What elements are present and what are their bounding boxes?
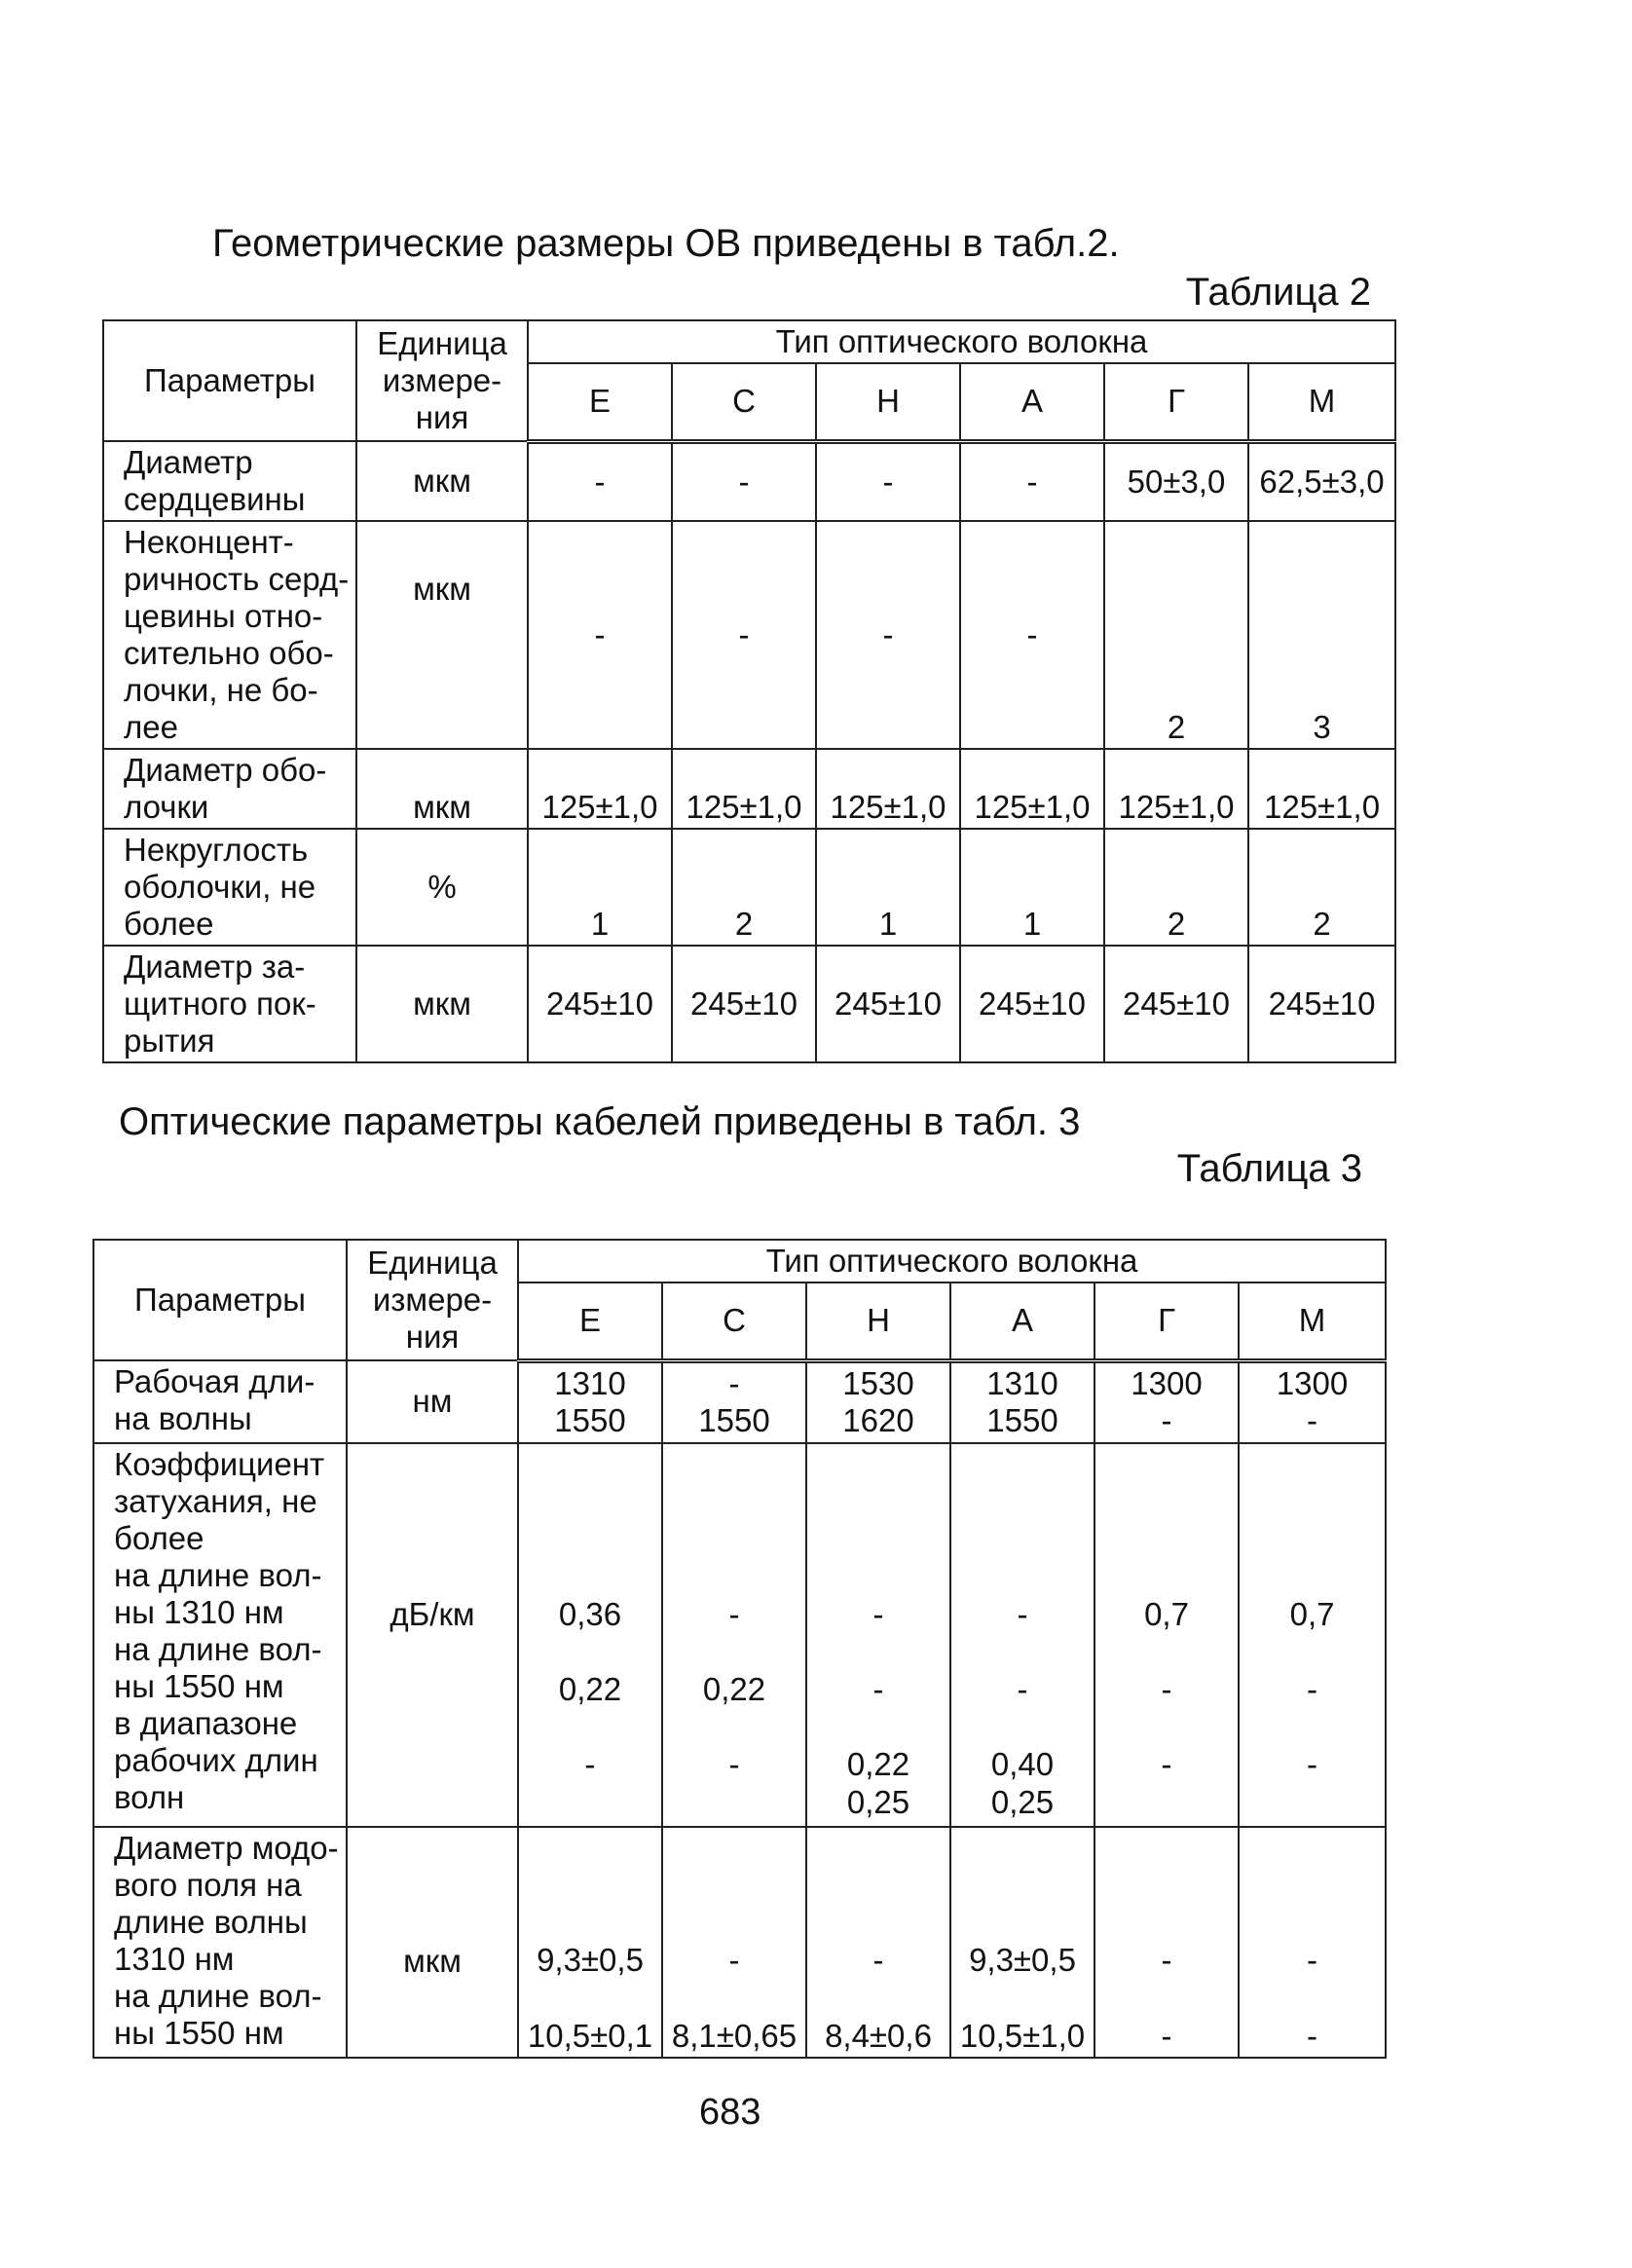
t2-cell: 2 <box>1248 829 1395 946</box>
t2-cell: 245±10 <box>672 946 816 1062</box>
page-number: 683 <box>699 2092 761 2133</box>
table2-label: Таблица 2 <box>1185 271 1371 314</box>
t2-unit: мкм <box>356 749 528 829</box>
t3-header-param: Параметры <box>93 1240 347 1360</box>
t3-cell: - 8,1±0,65 <box>662 1827 806 2059</box>
t2-cell: 125±1,0 <box>1104 749 1248 829</box>
t2-cell: - <box>672 441 816 521</box>
t2-cell: 245±10 <box>528 946 672 1062</box>
t2-type: Н <box>816 363 960 441</box>
t3-type: А <box>950 1283 1094 1360</box>
t3-type: Е <box>518 1283 662 1360</box>
t2-unit: мкм <box>356 441 528 521</box>
t2-cell: 1 <box>528 829 672 946</box>
table2-caption: Геометрические размеры ОВ приведены в табл.2. <box>212 222 1120 265</box>
t2-cell: 245±10 <box>960 946 1104 1062</box>
t2-cell: 2 <box>672 829 816 946</box>
t2-cell: 62,5±3,0 <box>1248 441 1395 521</box>
t3-cell: - 0,22 - <box>662 1443 806 1827</box>
table-3 <box>93 1239 1387 2059</box>
t3-cell: - - 0,22 0,25 <box>806 1443 950 1827</box>
table-2 <box>102 319 1396 1063</box>
t2-cell: - <box>672 521 816 749</box>
t3-param: Рабочая дли- на волны <box>93 1360 347 1443</box>
t2-param: Диаметр обо- лочки <box>103 749 356 829</box>
t3-cell: - 1550 <box>662 1360 806 1443</box>
table-row <box>103 946 1395 1062</box>
table3-label: Таблица 3 <box>1176 1147 1362 1190</box>
t3-cell: 1300 - <box>1239 1360 1386 1443</box>
t3-unit: мкм <box>347 1827 518 2059</box>
t2-unit: % <box>356 829 528 946</box>
t3-unit: дБ/км <box>347 1443 518 1827</box>
t2-cell: 2 <box>1104 829 1248 946</box>
t2-type: Е <box>528 363 672 441</box>
t2-cell: - <box>528 521 672 749</box>
t3-cell: - - <box>1094 1827 1239 2059</box>
t2-cell: - <box>960 441 1104 521</box>
t3-unit: нм <box>347 1360 518 1443</box>
t2-cell: 2 <box>1104 521 1248 749</box>
t3-param: Коэффициент затухания, не более на длине вол- ны 1310 нм на длине вол- ны 1550 нм в диапазоне рабочих длин волн <box>93 1443 347 1827</box>
t3-header-type: Тип оптического волокна <box>518 1240 1386 1283</box>
t2-cell: 125±1,0 <box>672 749 816 829</box>
t2-cell: 3 <box>1248 521 1395 749</box>
table-row <box>103 521 1395 749</box>
t3-cell: - 8,4±0,6 <box>806 1827 950 2059</box>
t2-param: Диаметр сердцевины <box>103 441 356 521</box>
t3-cell: - - <box>1239 1827 1386 2059</box>
t2-cell: 50±3,0 <box>1104 441 1248 521</box>
table3-caption: Оптические параметры кабелей приведены в табл. 3 <box>119 1100 1081 1143</box>
table-row <box>93 1827 1386 2059</box>
t2-type: С <box>672 363 816 441</box>
t3-type: М <box>1239 1283 1386 1360</box>
t2-param: Неконцент- ричность серд- цевины отно- сительно обо- лочки, не бо- лее <box>103 521 356 749</box>
table-row <box>93 1360 1386 1443</box>
table-row <box>103 441 1395 521</box>
t2-cell: - <box>816 441 960 521</box>
t3-cell: 0,7 - - <box>1239 1443 1386 1827</box>
t2-unit: мкм <box>356 946 528 1062</box>
t3-type: Г <box>1094 1283 1239 1360</box>
t3-cell: - - 0,40 0,25 <box>950 1443 1094 1827</box>
t3-cell: 9,3±0,5 10,5±1,0 <box>950 1827 1094 2059</box>
t2-cell: 245±10 <box>1248 946 1395 1062</box>
t3-type: Н <box>806 1283 950 1360</box>
t2-header-unit: Единица измере- ния <box>356 320 528 441</box>
t2-cell: 245±10 <box>816 946 960 1062</box>
t2-cell: 1 <box>960 829 1104 946</box>
t2-type: А <box>960 363 1104 441</box>
t2-param: Диаметр за- щитного пок- рытия <box>103 946 356 1062</box>
t3-cell: 1530 1620 <box>806 1360 950 1443</box>
t2-cell: - <box>528 441 672 521</box>
t2-cell: 245±10 <box>1104 946 1248 1062</box>
t3-cell: 0,36 0,22 - <box>518 1443 662 1827</box>
t2-cell: 125±1,0 <box>960 749 1104 829</box>
t2-cell: 125±1,0 <box>528 749 672 829</box>
t3-type: С <box>662 1283 806 1360</box>
t3-cell: 1310 1550 <box>950 1360 1094 1443</box>
t2-param: Некруглость оболочки, не более <box>103 829 356 946</box>
t2-cell: 125±1,0 <box>816 749 960 829</box>
t2-cell: 125±1,0 <box>1248 749 1395 829</box>
t3-cell: 0,7 - - <box>1094 1443 1239 1827</box>
t3-param: Диаметр модо- вого поля на длине волны 1310 нм на длине вол- ны 1550 нм <box>93 1827 347 2059</box>
table-row <box>103 749 1395 829</box>
table-row <box>103 829 1395 946</box>
t2-header-param: Параметры <box>103 320 356 441</box>
table-row <box>93 1443 1386 1827</box>
t2-type: М <box>1248 363 1395 441</box>
t3-cell: 1300 - <box>1094 1360 1239 1443</box>
t3-cell: 9,3±0,5 10,5±0,1 <box>518 1827 662 2059</box>
t3-header-unit: Единица измере- ния <box>347 1240 518 1360</box>
t2-type: Г <box>1104 363 1248 441</box>
t2-unit: мкм <box>356 521 528 749</box>
t2-cell: 1 <box>816 829 960 946</box>
t2-cell: - <box>960 521 1104 749</box>
t2-cell: - <box>816 521 960 749</box>
t3-cell: 1310 1550 <box>518 1360 662 1443</box>
t2-header-type: Тип оптического волокна <box>528 320 1395 363</box>
